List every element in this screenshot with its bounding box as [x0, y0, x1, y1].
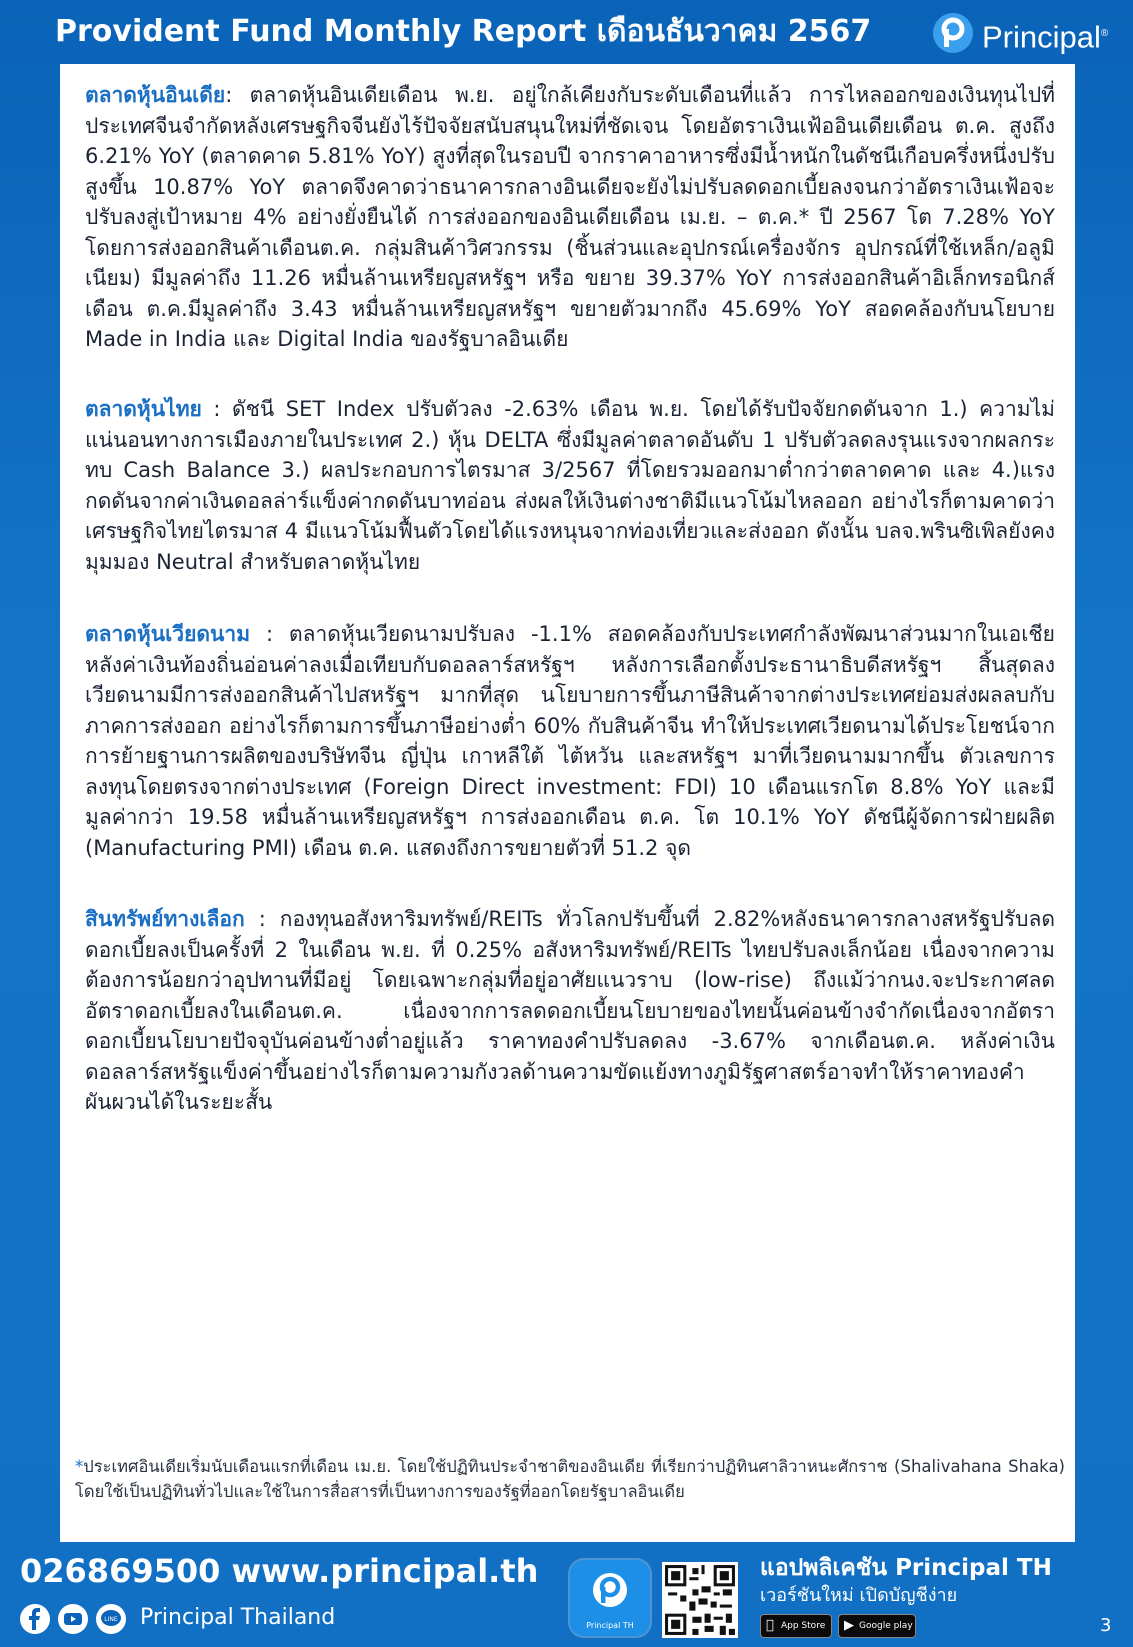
section-heading: ตลาดหุ้นเวียดนาม — [85, 622, 251, 646]
app-store-label: App Store — [781, 1621, 826, 1631]
section-body: ตลาดหุ้นอินเดียเดือน พ.ย. อยู่ใกล้เคียงกับระดับเดือนที่แล้ว การไหลออกของเงินทุนไปที่ประเทศจีนจำกัดหลังเศรษฐกิจจีนยังไร้ปัจจัยสนับสนุนใหม่ที่ชัดเจน โดยอัตราเงินเฟ้ออินเดียเดือน ต.ค. สูงถึง 6.21% YoY (ตลาดคาด 5.81% YoY) สูงที่สุดในรอบปี จากราคาอาหารซึ่งมีน้ำหนักในดัชนีเกือบครึ่งหนึ่งปรับสูงขึ้น 10.87% YoY ตลาดจึงคาดว่าธนาคารกลางอินเดียจะยังไม่ปรับลดดอกเบี้ยลงจนกว่าอัตราเงินเฟ้อจะปรับลงสู่เป้าหมาย 4% อย่างยั่งยืนได้ การส่งออกของอินเดียเดือน เม.ย. – ต.ค.* ปี 2567 โต 7.28% YoY โดยการส่งออกสินค้าเดือนต.ค. กลุ่มสินค้าวิศวกรรม (ชิ้นส่วนและอุปกรณ์เครื่องจักร อุปกรณ์ที่ใช้เหล็ก/อลูมิเนียม) มีมูลค่าถึง 11.26 หมื่นล้านเหรียญสหรัฐฯ หรือ ขยาย 39.37% YoY การส่งออกสินค้าอิเล็กทรอนิกส์เดือน ต.ค.มีมูลค่าถึง 3.43 หมื่นล้านเหรียญสหรัฐฯ ขยายตัวมากถึง 45.69% YoY สอดคล้องกับนโยบาย Made in India และ Digital India ของรัฐบาลอินเดีย — [85, 83, 1055, 351]
play-icon: ▶ — [844, 1618, 854, 1633]
section-separator: : — [225, 83, 250, 107]
app-icon-label: Principal TH — [586, 1621, 634, 1630]
principal-app-icon[interactable] — [570, 1560, 650, 1636]
section-alternative-assets — [85, 904, 1055, 1118]
apple-icon — [766, 1615, 774, 1637]
app-title: แอปพลิเคชัน Principal TH — [760, 1555, 1052, 1581]
app-subtitle: เวอร์ชันใหม่ เปิดบัญชีง่าย — [760, 1585, 958, 1606]
section-vietnam — [85, 619, 1055, 863]
section-body: ตลาดหุ้นเวียดนามปรับลง -1.1% สอดคล้องกับประเทศกำลังพัฒนาส่วนมากในเอเชีย หลังค่าเงินท้องถิ่นอ่อนค่าลงเมื่อเทียบกับดอลลาร์สหรัฐฯ หลังการเลือกตั้งประธานาธิบดีสหรัฐฯ สิ้นสุดลง เวียดนามมีการส่งออกสินค้าไปสหรัฐฯ มากที่สุด นโยบายการขึ้นภาษีสินค้าจากต่างประเทศย่อมส่งผลลบกับภาคการส่งออก อย่างไรก็ตามการขึ้นภาษีอย่างต่ำ 60% กับสินค้าจีน ทำให้ประเทศเวียดนามได้ประโยชน์จากการย้ายฐานการผลิตของบริษัทจีน ญี่ปุ่น เกาหลีใต้ ไต้หวัน และสหรัฐฯ มาที่เวียดนามมากขึ้น ตัวเลขการลงทุนโดยตรงจากต่างประเทศ (Foreign Direct investment: FDI) 10 เดือนแรกโต 8.8% YoY และมีมูลค่ากว่า 19.58 หมื่นล้านเหรียญสหรัฐฯ การส่งออกเดือน ต.ค. โต 10.1% YoY ดัชนีผู้จัดการฝ่ายผลิต (Manufacturing PMI) เดือน ต.ค. แสดงถึงการขยายตัวที่ 51.2 จุด — [85, 622, 1055, 860]
section-body: ดัชนี SET Index ปรับตัวลง -2.63% เดือน พ.ย. โดยได้รับปัจจัยกดดันจาก 1.) ความไม่แน่นอนทางการเมืองภายในประเทศ 2.) หุ้น DELTA ซึ่งมีมูลค่าตลาดอันดับ 1 ปรับตัวลดลงรุนแรงจากผลกระทบ Cash Balance 3.) ผลประกอบการไตรมาส 3/2567 ที่โดยรวมออกมาต่ำกว่าตลาดคาด และ 4.)แรงกดดันจากค่าเงินดอลล่าร์แข็งค่ากดดันบาทอ่อน ส่งผลให้เงินต่างชาติมีแนวโน้มไหลออก อย่างไรก็ตามคาดว่า เศรษฐกิจไทยไตรมาส 4 มีแนวโน้มฟื้นตัวโดยได้แรงหนุนจากท่องเที่ยวและส่งออก ดังนั้น บลจ.พรินซิเพิลยังคงมุมมอง Neutral สำหรับตลาดหุ้นไทย — [85, 397, 1055, 574]
section-body: กองทุนอสังหาริมทรัพย์/REITs ทั่วโลกปรับขึ้นที่ 2.82%หลังธนาคารกลางสหรัฐปรับลดดอกเบี้ยลงเป็นครั้งที่ 2 ในเดือน พ.ย. ที่ 0.25% อสังหาริมทรัพย์/REITs ไทยปรับลงเล็กน้อย เนื่องจากความต้องการน้อยกว่าอุปทานที่มีอยู่ โดยเฉพาะกลุ่มที่อยู่อาศัยแนวราบ (low-rise) ถึงแม้ว่ากนง.จะประกาศลดอัตราดอกเบี้ยลงในเดือนต.ค. เนื่องจากการลดดอกเบี้ยนโยบายของไทยนั้นค่อนข้างจำกัดเนื่องจากอัตราดอกเบี้ยนโยบายปัจจุบันค่อนข้างต่ำอยู่แล้ว ราคาทองคำปรับลดลง -3.67% จากเดือนต.ค. หลังค่าเงินดอลลาร์สหรัฐแข็งค่าขึ้นอย่างไรก็ตามความกังวลด้านความขัดแย้งทางภูมิรัฐศาสตร์อาจทำให้ราคาทองคำผันผวนได้ในระยะสั้น — [85, 907, 1055, 1114]
section-india — [85, 80, 1055, 355]
report-content — [60, 64, 1075, 1542]
page-footer — [0, 1542, 1133, 1647]
section-heading: ตลาดหุ้นอินเดีย — [85, 83, 226, 107]
footnote-text: ประเทศอินเดียเริ่มนับเดือนแรกที่เดือน เม.ย. โดยใช้ปฏิทินประจำชาติของอินเดีย ที่เรียกว่าปฏิทินศาลิวาหนะศักราช (Shalivahana Shaka) โดยใช้เป็นปฏิทินทั่วไปและใช้ในการสื่อสารที่เป็นทางการของรัฐที่ออกโดยรัฐบาลอินเดีย — [75, 1457, 1065, 1501]
principal-logo-text: Principal® — [982, 19, 1109, 55]
report-title: Provident Fund Monthly Report เดือนธันวาคม 2567 — [55, 14, 872, 49]
contact-phone-website[interactable]: 026869500 www.principal.th — [20, 1552, 539, 1590]
principal-logo[interactable] — [932, 12, 1122, 56]
qr-code-icon[interactable] — [662, 1562, 738, 1638]
line-icon-label: LINE — [104, 1616, 118, 1623]
principal-logo-icon — [932, 12, 974, 54]
line-icon[interactable] — [96, 1604, 126, 1634]
footnote-marker: * — [75, 1457, 84, 1476]
google-play-label: Google play — [859, 1621, 913, 1631]
social-links — [20, 1602, 520, 1638]
section-separator: : — [244, 907, 280, 931]
section-thailand — [85, 394, 1055, 577]
section-separator: : — [250, 622, 289, 646]
app-store-badge[interactable] — [760, 1614, 832, 1638]
social-account-name: Principal Thailand — [140, 1605, 336, 1630]
page-header — [0, 0, 1133, 64]
google-play-badge[interactable] — [838, 1614, 916, 1638]
section-heading: ตลาดหุ้นไทย — [85, 397, 202, 421]
facebook-icon[interactable] — [20, 1604, 50, 1634]
page-number: 3 — [1100, 1615, 1112, 1636]
youtube-icon[interactable] — [58, 1604, 88, 1634]
section-separator: : — [201, 397, 233, 421]
footnote — [75, 1454, 1065, 1504]
section-heading: สินทรัพย์ทางเลือก — [85, 907, 245, 931]
